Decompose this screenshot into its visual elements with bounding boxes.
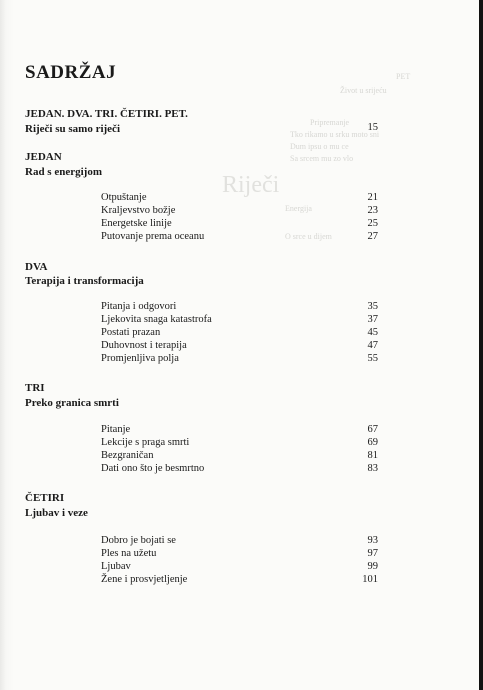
toc-entry: Dati ono što je besmrtno xyxy=(101,463,205,474)
toc-page-number: 69 xyxy=(367,437,378,448)
bleed-through-text: Sa srcem mu zo vlo xyxy=(290,154,354,163)
toc-page-number: 37 xyxy=(367,314,378,325)
toc-page-number: 93 xyxy=(367,535,378,546)
section-number: JEDAN xyxy=(25,151,62,163)
toc-entry: Ples na užetu xyxy=(101,548,157,559)
section-title: Terapija i transformacija xyxy=(25,275,144,287)
bleed-through-text: PET xyxy=(396,72,411,81)
page-edge-shadow xyxy=(479,0,483,690)
toc-page-number: 45 xyxy=(367,327,378,338)
toc-page-number: 47 xyxy=(367,340,378,351)
intro-page-number: 15 xyxy=(367,122,378,133)
section-number: ČETIRI xyxy=(25,492,65,504)
toc-entry: Duhovnost i terapija xyxy=(101,340,187,351)
toc-entry: Energetske linije xyxy=(101,218,172,229)
toc-page-number: 23 xyxy=(367,205,378,216)
toc-entry: Bezgraničan xyxy=(101,450,154,461)
toc-page-number: 97 xyxy=(367,548,378,559)
bleed-through-text: Pripremanje xyxy=(310,118,350,127)
toc-page-number: 25 xyxy=(367,218,378,229)
toc-page-number: 35 xyxy=(367,301,378,312)
section-number: DVA xyxy=(25,261,48,273)
toc-page-number: 101 xyxy=(362,574,378,585)
toc-entry: Ljekovita snaga katastrofa xyxy=(101,314,212,325)
toc-entry: Postati prazan xyxy=(101,327,161,338)
toc-entry: Ljubav xyxy=(101,561,131,572)
toc-page-number: 67 xyxy=(367,424,378,435)
toc-page-number: 83 xyxy=(367,463,378,474)
toc-page-number: 27 xyxy=(367,231,378,242)
section-title: Preko granica smrti xyxy=(25,397,119,409)
toc-page-number: 81 xyxy=(367,450,378,461)
toc-page-number: 21 xyxy=(367,192,378,203)
toc-entry: Dobro je bojati se xyxy=(101,535,176,546)
toc-entry: Promjenljiva polja xyxy=(101,353,179,364)
toc-entry: Pitanje xyxy=(101,424,131,435)
bleed-through-text: Tko rikamo u srku moto sni xyxy=(290,130,380,139)
toc-entry: Žene i prosvjetljenje xyxy=(101,574,188,585)
toc-page-number: 55 xyxy=(367,353,378,364)
toc-entry: Kraljevstvo božje xyxy=(101,205,176,216)
toc-entry: Pitanja i odgovori xyxy=(101,301,177,312)
section-title: Ljubav i veze xyxy=(25,507,88,519)
page-title: SADRŽAJ xyxy=(25,62,117,83)
toc-entry: Putovanje prema oceanu xyxy=(101,231,205,242)
bleed-through-text: Život u srijeću xyxy=(340,86,387,95)
bleed-through-text: Riječi xyxy=(222,172,280,198)
toc-entry: Otpuštanje xyxy=(101,192,147,203)
bleed-through-text: Energija xyxy=(285,204,312,213)
toc-page-number: 99 xyxy=(367,561,378,572)
bleed-through-text: Dum ipsu o mu ce xyxy=(290,142,349,151)
toc-entry: Lekcije s praga smrti xyxy=(101,437,190,448)
section-title: Rad s energijom xyxy=(25,166,102,178)
intro-title: Riječi su samo riječi xyxy=(25,123,120,135)
section-number: TRI xyxy=(25,382,45,394)
intro-heading: JEDAN. DVA. TRI. ČETIRI. PET. xyxy=(25,108,188,120)
bleed-through-text: O srce u dijem xyxy=(285,232,332,241)
